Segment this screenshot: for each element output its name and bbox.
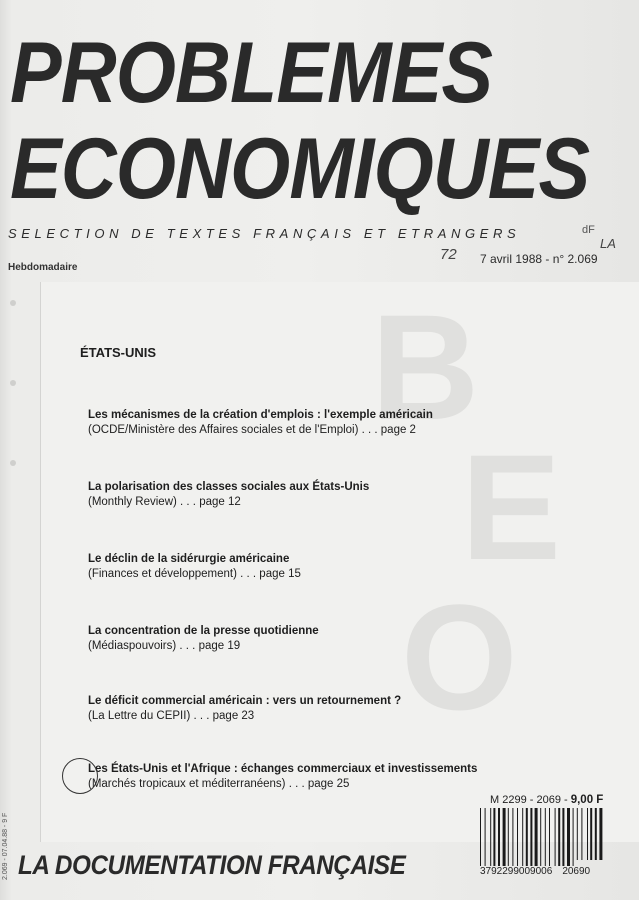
article-title: Les mécanismes de la création d'emplois : l'exemple américain <box>88 409 433 421</box>
price-value: 9,00 F <box>570 794 604 806</box>
article-title: La polarisation des classes sociales aux États-Unis <box>88 481 370 493</box>
barcode-bar <box>493 808 495 866</box>
barcode-bar <box>535 808 538 866</box>
publisher-name: LA DOCUMENTATION FRANÇAISE <box>18 850 406 880</box>
handwritten-circle-mark <box>62 758 98 794</box>
article-entry <box>88 694 608 724</box>
masthead-title-line1: PROBLEMES <box>10 25 493 121</box>
background-letter: B <box>371 283 480 451</box>
article-source: (Finances et développement) . . . page 15 <box>88 568 301 580</box>
barcode-bar <box>590 808 592 860</box>
barcode-bar <box>587 808 588 860</box>
handwritten-initials: LA <box>600 236 616 251</box>
barcode-bar <box>555 808 556 866</box>
barcode-number: 3792299009006 <box>480 866 553 877</box>
barcode-numbers <box>480 866 590 877</box>
barcode-bar <box>498 808 500 866</box>
barcode-bar <box>573 808 574 866</box>
barcode-bar <box>545 808 546 866</box>
article-source: (La Lettre du CEPII) . . . page 23 <box>88 710 255 722</box>
price-line <box>490 794 603 806</box>
barcode-bar <box>567 808 570 866</box>
article-entry <box>88 408 608 438</box>
barcode-bar <box>522 808 523 866</box>
article-source: (Marchés tropicaux et méditerranéens) . . . page 25 <box>88 778 350 790</box>
barcode-bar <box>480 808 481 866</box>
barcode-bar <box>517 808 518 866</box>
barcode-bar <box>490 808 491 866</box>
barcode-bar <box>599 808 602 860</box>
barcode-bar <box>503 808 506 866</box>
article-title: Les États-Unis et l'Afrique : échanges commerciaux et investissements <box>88 763 478 775</box>
punch-hole <box>10 460 16 466</box>
article-entry <box>88 762 608 792</box>
article-title: La concentration de la presse quotidienne <box>88 625 319 637</box>
issue-date-number: 7 avril 1988 - n° 2.069 <box>480 252 598 266</box>
barcode-bar <box>549 808 550 866</box>
article-entry <box>88 624 608 654</box>
article-entry <box>88 552 608 582</box>
punch-hole <box>10 380 16 386</box>
article-source: (Médiaspouvoirs) . . . page 19 <box>88 640 241 652</box>
barcode-bar <box>485 808 486 866</box>
frequency-label: Hebdomadaire <box>8 262 78 273</box>
barcode-bar <box>540 808 541 866</box>
barcode-bar <box>577 808 578 860</box>
handwritten-number: 72 <box>440 246 457 263</box>
barcode-bar <box>581 808 582 860</box>
barcode-bar <box>508 808 509 866</box>
barcode-bar <box>526 808 528 866</box>
article-source: (Monthly Review) . . . page 12 <box>88 496 241 508</box>
punch-hole <box>10 300 16 306</box>
barcode-bar <box>558 808 560 866</box>
background-letter: O <box>401 573 518 741</box>
barcode-addon: 20690 <box>562 866 591 877</box>
side-code: 2.069 - 07.04.88 - 9 F <box>2 812 9 880</box>
masthead-subtitle: SELECTION DE TEXTES FRANÇAIS ET ETRANGERS <box>8 226 521 241</box>
article-entry <box>88 480 608 510</box>
barcode-bar <box>595 808 597 860</box>
handwritten-mark: dF <box>582 224 595 236</box>
article-source: (OCDE/Ministère des Affaires sociales et de l'Emploi) . . . page 2 <box>88 424 416 436</box>
section-title: ÉTATS-UNIS <box>80 345 157 360</box>
article-title: Le déficit commercial américain : vers un retournement ? <box>88 695 402 707</box>
article-title: Le déclin de la sidérurgie américaine <box>88 553 290 565</box>
barcode <box>478 808 606 870</box>
barcode-bar <box>530 808 532 866</box>
barcode-bar <box>512 808 513 866</box>
background-letter: E <box>461 423 562 591</box>
barcode-bar <box>562 808 564 866</box>
masthead-title-line2: ECONOMIQUES <box>10 121 590 217</box>
price-code: M 2299 - 2069 - <box>490 794 568 806</box>
